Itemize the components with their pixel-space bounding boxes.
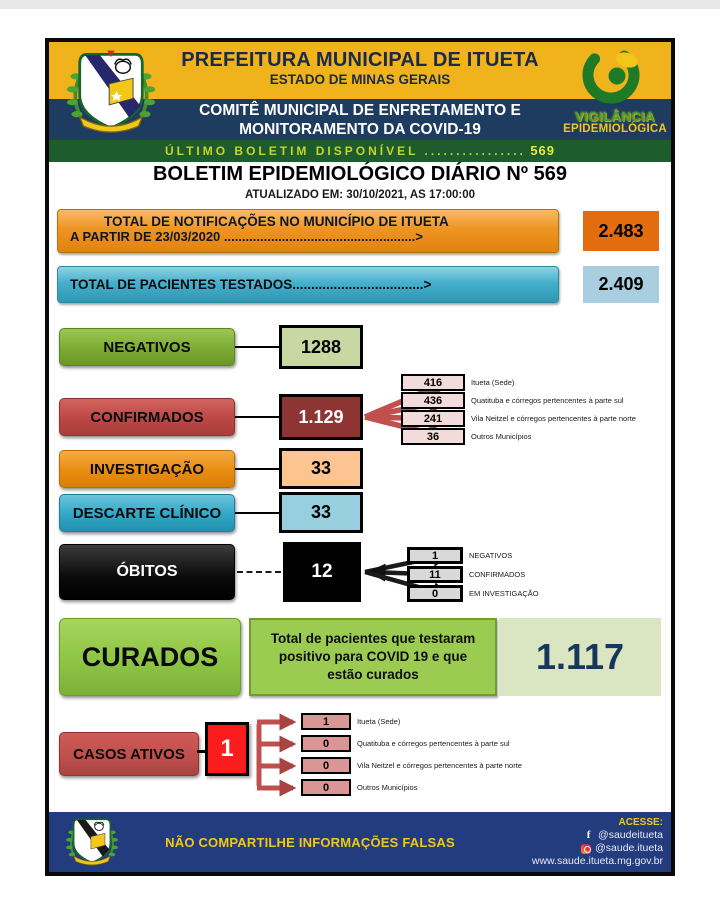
confirmados-connector [235,416,279,418]
notifications-bar [57,209,559,253]
bulletin-title: BOLETIM EPIDEMIOLÓGICO DIÁRIO Nº 569 [152,163,567,185]
investigacao-label: INVESTIGAÇÃO [59,450,235,488]
obitos-value: 12 [283,542,361,602]
notifications-label-line1: TOTAL DE NOTIFICAÇÕES NO MUNICÍPIO DE ITUETA [104,214,449,229]
access-label: ACESSE: [618,817,663,828]
tested-bar: TOTAL DE PACIENTES TESTADOS...................................> [57,266,559,303]
breakdown-row [407,585,539,602]
obitos-connector [237,571,281,573]
vigilancia-swirl-icon [565,45,665,107]
website-link[interactable]: www.saude.itueta.mg.gov.br [531,855,663,867]
descarte-clinico-label: DESCARTE CLÍNICO [59,494,235,532]
descarte-connector [235,512,279,514]
breakdown-row [301,735,522,752]
breakdown-row [401,410,636,427]
vigilancia-epidemiologica-logo [563,45,667,139]
logo-title: VIGILÂNCIA [574,109,656,124]
breakdown-row [301,713,522,730]
breakdown-label: Quatituba e córregos pertencentes à parte sul [357,739,510,748]
facebook-icon: f [586,829,591,841]
bulletin-body [49,162,671,812]
breakdown-value: 11 [407,566,463,583]
instagram-handle: @saude.itueta [595,842,663,854]
breakdown-label: NEGATIVOS [469,551,513,560]
notifications-label-line2: A PARTIR DE 23/03/2020 .....................................................> [70,229,423,244]
facebook-handle: @saudeitueta [598,829,663,841]
breakdown-label: Outros Municípios [471,432,532,441]
committee-line2: MONITORAMENTO DA COVID-19 [239,121,481,138]
breakdown-value: 36 [401,428,465,445]
investigacao-connector [235,468,279,470]
confirmados-value: 1.129 [279,394,363,440]
breakdown-value: 1 [301,713,351,730]
confirmados-breakdown [401,374,636,446]
breakdown-label: Itueta (Sede) [471,378,515,387]
breakdown-label: Quatituba e córregos pertencentes à parte sul [471,396,624,405]
notifications-value: 2.483 [583,211,659,251]
casos-ativos-label: CASOS ATIVOS [59,732,199,776]
itueta-coat-of-arms-icon [65,815,119,869]
itueta-coat-of-arms-icon [61,47,161,139]
breakdown-value: 436 [401,392,465,409]
instagram-link[interactable] [501,842,663,855]
negativos-value: 1288 [279,325,363,369]
breakdown-row [401,374,636,391]
negativos-connector [235,346,279,348]
last-bulletin-bar [49,140,671,162]
prefeitura-title: PREFEITURA MUNICIPAL DE ITUETA [181,49,539,71]
tested-value: 2.409 [583,266,659,303]
breakdown-row [301,779,522,796]
breakdown-row [301,757,522,774]
logo-subtitle: EPIDEMIOLÓGICA [563,123,667,135]
breakdown-row [407,547,539,564]
obitos-breakdown [407,547,539,604]
casos-ativos-breakdown [301,713,522,801]
breakdown-label: Outros Municípios [357,783,418,792]
confirmados-label: CONFIRMADOS [59,398,235,436]
bulletin-updated: ATUALIZADO EM: 30/10/2021, AS 17:00:00 [244,189,476,201]
last-bulletin-number: 569 [530,143,556,158]
last-bulletin-label: ÚLTIMO BOLETIM DISPONÍVEL ................ [164,144,526,158]
breakdown-value: 0 [301,735,351,752]
breakdown-value: 0 [407,585,463,602]
descarte-value: 33 [279,492,363,533]
breakdown-value: 1 [407,547,463,564]
breakdown-value: 0 [301,757,351,774]
breakdown-label: Vila Neitzel e córregos pertencentes à parte norte [471,414,636,423]
investigacao-value: 33 [279,448,363,489]
breakdown-row [401,428,636,445]
obitos-label: ÓBITOS [59,544,235,600]
footer [49,812,671,872]
casos-ativos-value: 1 [205,722,249,776]
breakdown-label: CONFIRMADOS [469,570,526,579]
bulletin-sheet [45,38,675,876]
curados-description: Total de pacientes que testaram positivo para COVID 19 e que estão curados [249,618,497,696]
facebook-link[interactable] [501,829,663,842]
casos-ativos-bracket-arrows-icon [249,713,305,797]
negativos-label: NEGATIVOS [59,328,235,366]
instagram-icon [581,844,591,854]
breakdown-value: 416 [401,374,465,391]
estado-subtitle: ESTADO DE MINAS GERAIS [269,72,451,87]
breakdown-row [401,392,636,409]
curados-label: CURADOS [59,618,241,696]
committee-line1: COMITÊ MUNICIPAL DE ENFRETAMENTO E [199,102,521,119]
breakdown-value: 0 [301,779,351,796]
breakdown-row [407,566,539,583]
breakdown-label: EM INVESTIGAÇÃO [469,589,539,598]
breakdown-label: Itueta (Sede) [357,717,401,726]
breakdown-label: Vila Neitzel e córregos pertencentes à parte norte [357,761,522,770]
breakdown-value: 241 [401,410,465,427]
screen-edge [0,0,720,9]
footer-warning: NÃO COMPARTILHE INFORMAÇÕES FALSAS [165,834,455,850]
curados-value: 1.117 [499,618,661,696]
